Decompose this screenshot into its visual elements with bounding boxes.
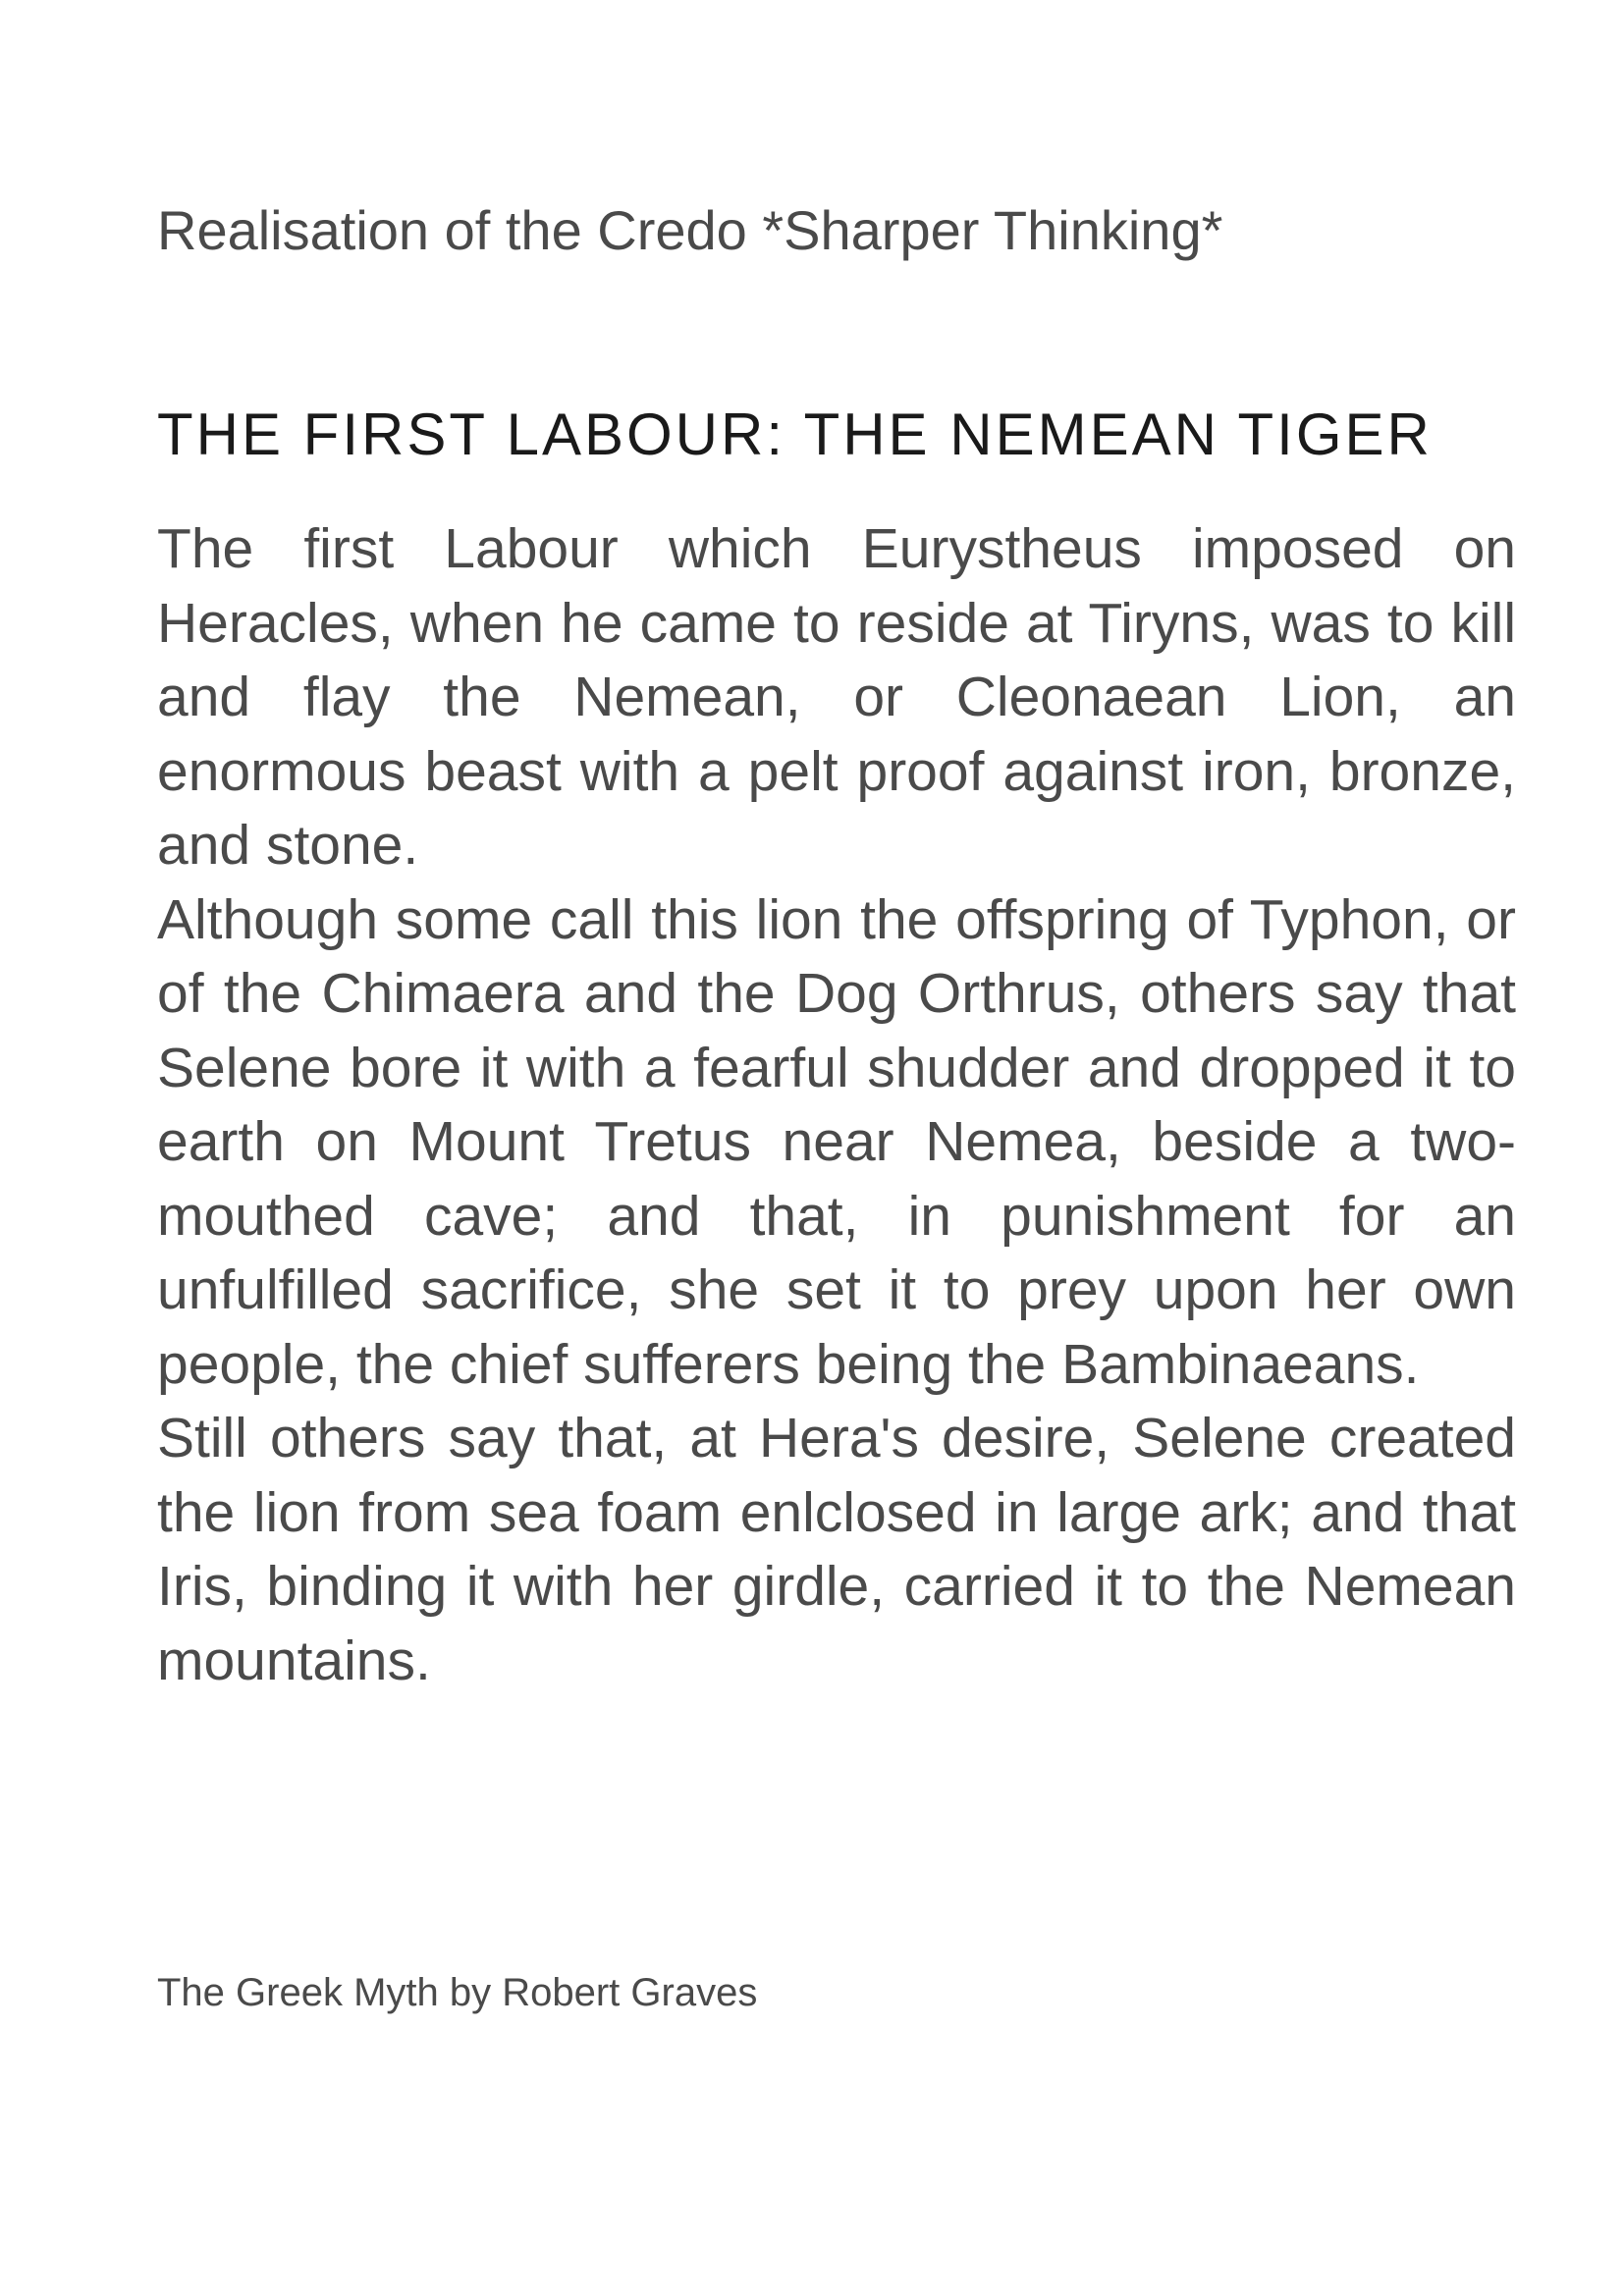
page-title: THE FIRST LABOUR: THE NEMEAN TIGER xyxy=(157,401,1433,467)
paragraph: The first Labour which Eurystheus imposed on Heracles, when he came to reside at Tiryns, was to kill and flay the Nemean, or Cleonaean Lion, an enormous beast with a pelt proof against iron, bronze, and stone. xyxy=(157,517,1516,877)
paragraph: Still others say that, at Hera's desire, Selene created the lion from sea foam enlclosed in large ark; and that Iris, binding it with her girdle, carried it to the Nemean mountains. xyxy=(157,1407,1516,1692)
body-text xyxy=(157,512,1516,1698)
kicker-heading: Realisation of the Credo *Sharper Thinking* xyxy=(157,199,1223,261)
source-citation: The Greek Myth by Robert Graves xyxy=(157,1971,758,2014)
paragraph: Although some call this lion the offspring of Typhon, or of the Chimaera and the Dog Orthrus, others say that Selene bore it with a fearful shudder and dropped it to earth on Mount Tretus near Nemea, beside a two-mouthed cave; and that, in punishment for an unfulfilled sacrifice, she set it to prey upon her own people, the chief sufferers being the Bambinaeans. xyxy=(157,887,1516,1396)
